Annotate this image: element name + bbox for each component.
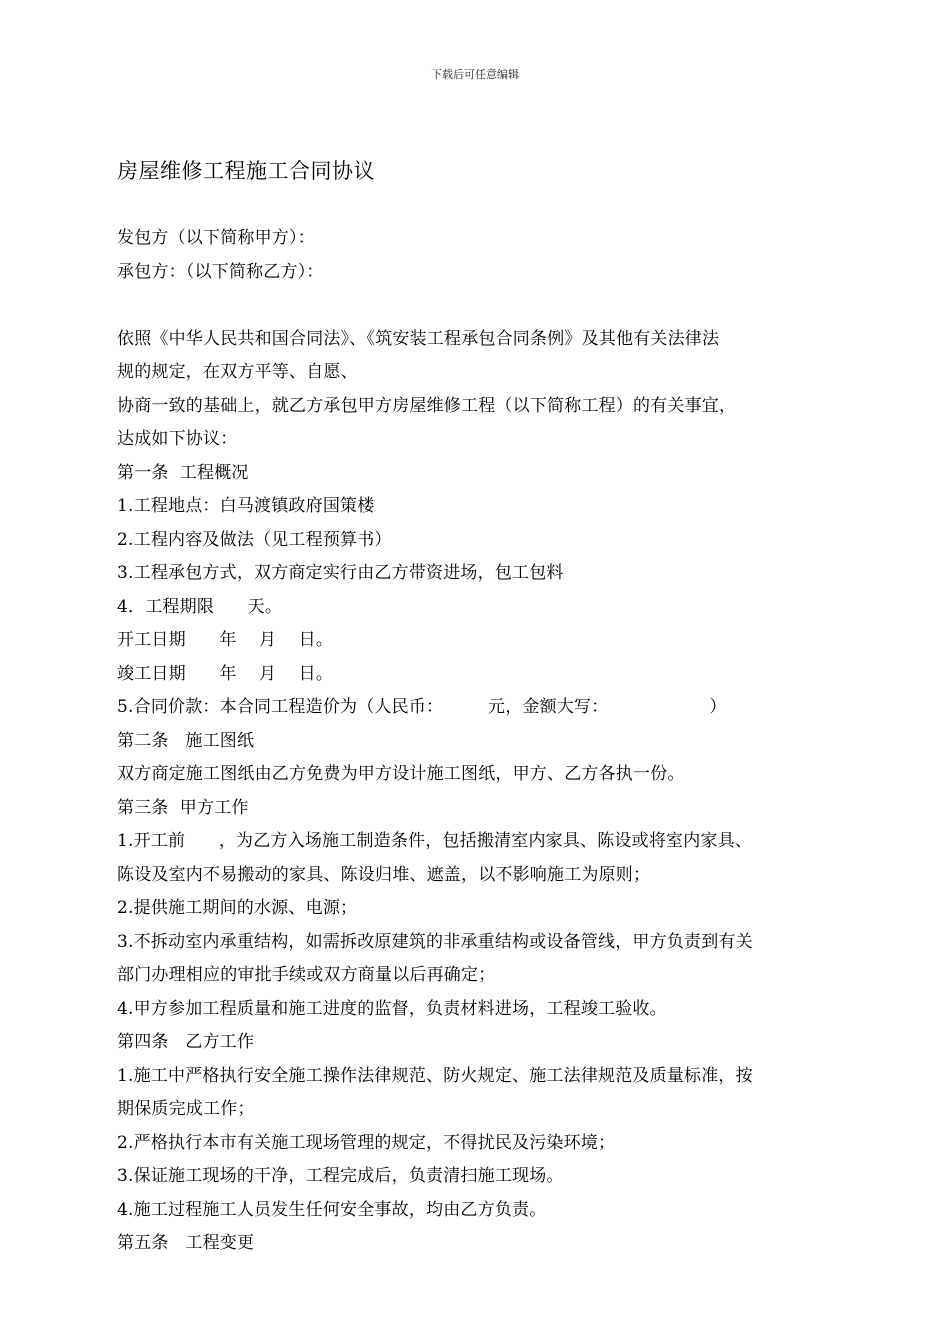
section-heading: 第四条 乙方工作 [117, 1032, 255, 1052]
text-line: 发包方（以下简称甲方）： [117, 228, 315, 248]
text-line: 双方商定施工图纸由乙方免费为甲方设计施工图纸，甲方、乙方各执一份。 [117, 764, 685, 784]
text-line: 开工日期 年 月 日。 [117, 630, 334, 650]
text-line: 5.合同价款：本合同工程造价为（人民币： 元，金额大写： ） [117, 697, 727, 717]
text-line: 1.开工前 ，为乙方入场施工制造条件，包括搬清室内家具、陈设或将室内家具、 [117, 831, 753, 851]
text-line: 达成如下协议： [117, 429, 238, 449]
text-line: 承包方：（以下简称乙方）： [117, 261, 324, 282]
section-heading: 第五条 工程变更 [117, 1233, 255, 1253]
document-body [117, 222, 827, 1261]
section-heading: 第三条 甲方工作 [117, 797, 249, 818]
text-line: 竣工日期 年 月 日。 [117, 663, 334, 684]
text-line: 3.工程承包方式，双方商定实行由乙方带资进场，包工包料 [117, 563, 564, 583]
text-line: 依照《中华人民共和国合同法》、《筑安装工程承包合同条例》及其他有关法律法 [117, 328, 720, 349]
section-heading: 第一条 工程概况 [117, 462, 249, 483]
document-title: 房屋维修工程施工合同协议 [117, 159, 375, 183]
text-line: 协商一致的基础上，就乙方承包甲方房屋维修工程（以下简称工程）的有关事宜， [117, 395, 737, 416]
text-line: 2.提供施工期间的水源、电源； [117, 898, 358, 918]
section-heading: 第二条 施工图纸 [117, 730, 255, 751]
text-line: 规的规定，在双方平等、自愿、 [117, 362, 358, 382]
text-line: 陈设及室内不易搬动的家具、陈设归堆、遮盖，以不影响施工为原则； [117, 864, 651, 885]
text-line: 4．工程期限 天。 [117, 596, 283, 617]
text-line: 部门办理相应的审批手续或双方商量以后再确定； [117, 965, 496, 985]
text-line: 4.施工过程施工人员发生任何安全事故，均由乙方负责。 [117, 1199, 547, 1220]
text-line: 1.工程地点：白马渡镇政府国策楼 [117, 496, 375, 516]
text-line: 4.甲方参加工程质量和施工进度的监督，负责材料进场，工程竣工验收。 [117, 998, 667, 1019]
text-line: 2.严格执行本市有关施工现场管理的规定，不得扰民及污染环境； [117, 1132, 616, 1153]
text-line: 1.施工中严格执行安全施工操作法律规范、防火规定、施工法律规范及质量标准，按 [117, 1065, 753, 1086]
page-header: 下载后可任意编辑 [431, 68, 519, 81]
blank-line [117, 289, 827, 323]
text-line: 3.保证施工现场的干净，工程完成后，负责清扫施工现场。 [117, 1166, 564, 1186]
text-line: 2.工程内容及做法（见工程预算书） [117, 529, 392, 550]
text-line: 3.不拆动室内承重结构，如需拆改原建筑的非承重结构或设备管线，甲方负责到有关 [117, 931, 753, 952]
text-line: 期保质完成工作； [117, 1099, 255, 1119]
